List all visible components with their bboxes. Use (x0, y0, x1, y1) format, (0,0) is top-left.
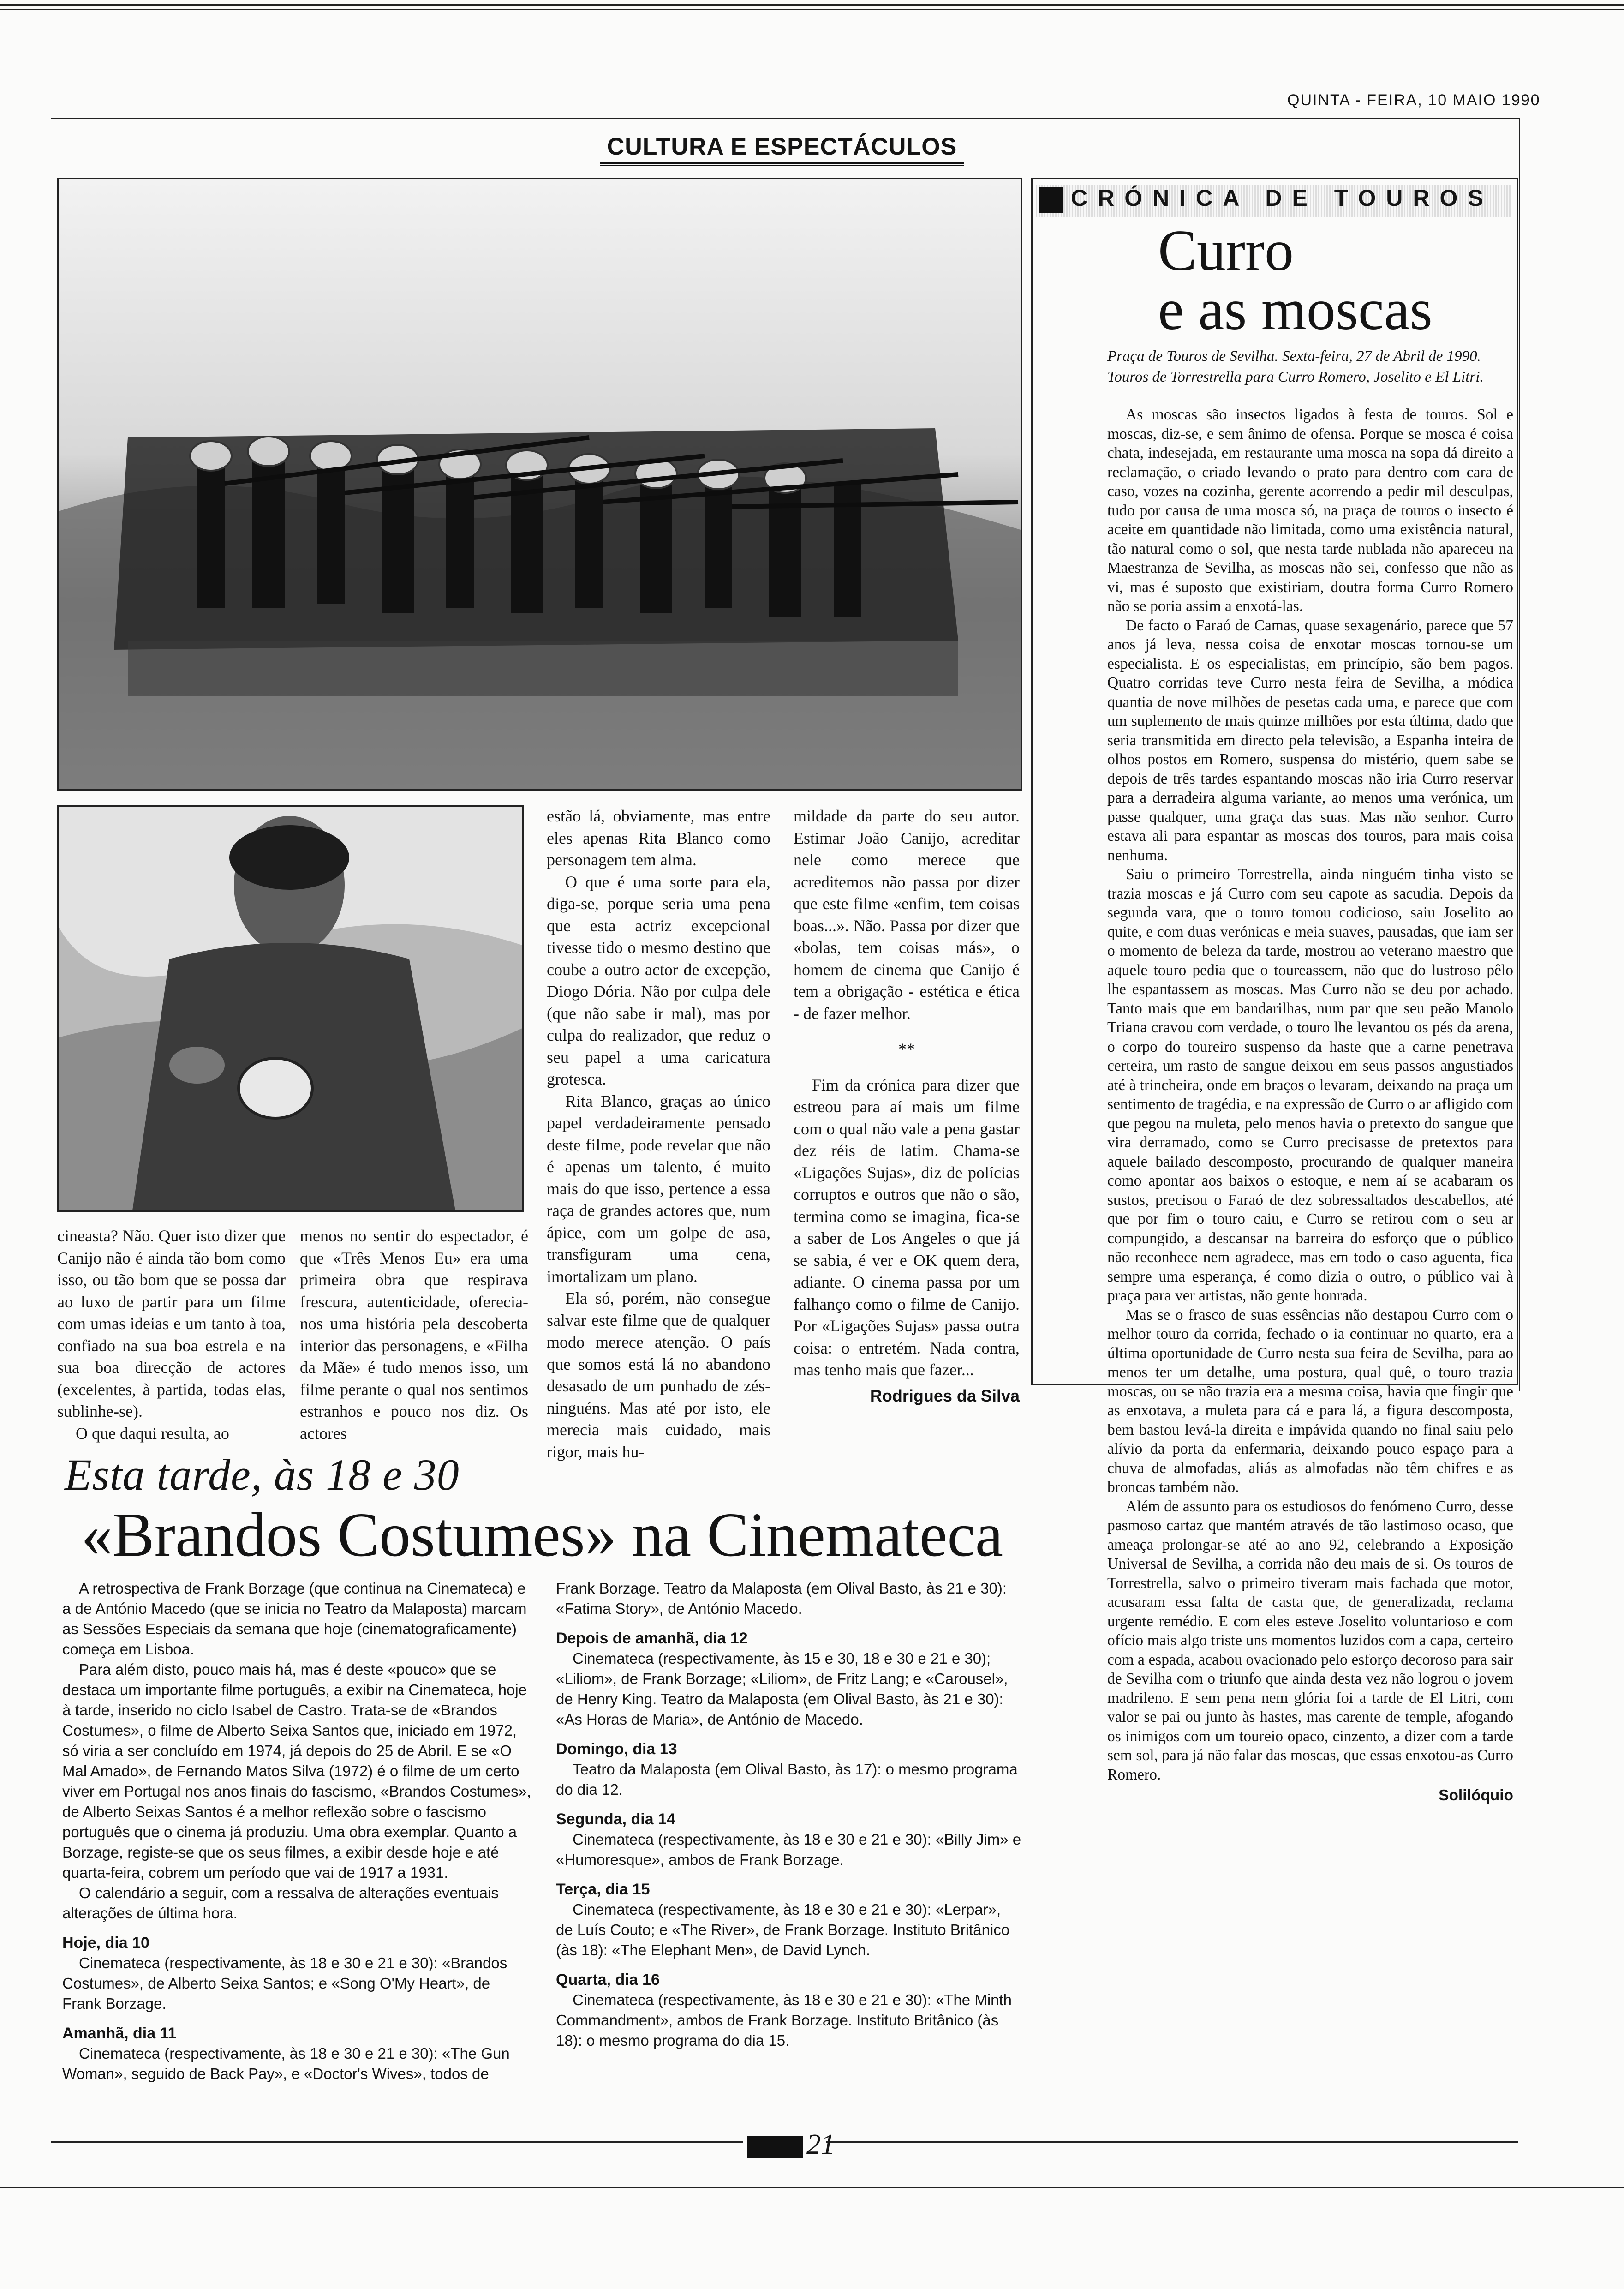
agenda-text: Cinemateca (respectivamente, às 18 e 30 e 21 e 30): «Brandos Costumes», de Alberto Seixa Santos; e «Song O'My Heart», de Frank Borzage. (62, 1954, 508, 2012)
review-paragraph: estão lá, obviamente, mas entre eles apenas Rita Blanco como personagem tem alma. (547, 807, 770, 869)
cronica-tag (1036, 185, 1511, 217)
cronica-paragraph: De facto o Faraó de Camas, quase sexagenário, parece que 57 anos já leva, nessa coisa de enxotar moscas tornou-se um especialista. E os especialistas, em princípio, são bem pagos. Quatro corridas teve Curro nesta feira de Sevilha, a módica quantia de nove milhões de pesetas cada uma, e parece que com um suplemento de mais quinze milhões por esta última, dado que seria transmitida em directo pela televisão, a Espanha inteira de olhos postos em Romero, suspensa do mistério, quem sabe se depois de três tardes espantando moscas não iria Curro reservar para a derradeira alguma variante, ao menos uma verónica, um passe qualquer, uma graça das suas. Mas não senhor. Curro estava ali para espantar as moscas dos touros, para mais coisa nenhuma. (1107, 617, 1513, 864)
dateline: QUINTA - FEIRA, 10 MAIO 1990 (1287, 91, 1540, 109)
cinemateca-intro: Para além disto, pouco mais há, mas é deste «pouco» que se destaca um importante filme português, a exibir na Cinemateca, hoje à tarde, inserido no ciclo Isabel de Castro. Trata-se de «Brandos Costumes», o filme de Alberto Seixa Santos que, iniciado em 1972, só viria a ser concluído em 1974, já depois do 25 de Abril. E se «O Mal Amado», de Fernando Matos Silva (1972) é o filme de um certo viver em Portugal nos anos finais do fascismo, «Brandos Costumes», de Alberto Seixas Santos é a melhor reflexão sobre o fascismo português que o cinema já produziu. Uma obra exemplar. Quanto a Borzage, registe-se que os seus filmes, a exibir desde hoje e até quarta-feira, cobrem um período que vai de 1917 a 1931. (62, 1661, 531, 1881)
review-paragraph: Fim da crónica para dizer que estreou para aí mais um filme com o qual não vale a pena gastar dez réis de latim. Chama-se «Ligações Sujas», diz de polícias corruptos e outros que não o são, termina como se imagina, fica-se a saber de Los Angeles o que já se sabia, é ver e OK quem dera, adiante. O cinema passa por um falhanço como o filme de Canijo. Por «Ligações Sujas» passa outra coisa: o entretém. Nada contra, mas tenho mais que fazer... (794, 1075, 1020, 1379)
cinemateca-right-column (556, 1578, 1022, 2051)
agenda-day: Domingo, dia 13 (556, 1740, 677, 1758)
cronica-paragraph: Mas se o frasco de suas essências não destapou Curro com o melhor touro da corrida, fechado o ia continuar no quarto, era a última oportunidade de Curro nesta sua feira de Sevilha, para ao menos ter um detalhe, uma postura, qual quê, o touro trazia moscas, ou se não trazia era a mesma coisa, havia que fingir que as enxotava, a muleta para cá e para lá, a figura descomposta, bem bastou levá-la direita e impávida quando no final saiu pelo alívio da porta da enfermaria, deixando pouco espaço para a chuva de almofadas, aliás as almofadas não têm chifres e as broncas também não. (1107, 1306, 1513, 1496)
agenda-text: Frank Borzage. Teatro da Malaposta (em Olival Basto, às 21 e 30): «Fatima Story», de António Macedo. (556, 1580, 1007, 1617)
page-number (747, 2128, 835, 2161)
cinemateca-kicker: Esta tarde, às 18 e 30 (65, 1450, 460, 1499)
cinemateca-intro: A retrospectiva de Frank Borzage (que continua na Cinemateca) e a de António Macedo (que se inicia no Teatro da Malaposta) marcam as Sessões Especiais da semana que hoje (cinematograficamente) começa em Lisboa. (62, 1580, 527, 1658)
cronica-tag-label: CRÓNICA DE TOUROS (1071, 185, 1493, 211)
cronica-paragraph: Saiu o primeiro Torrestrella, ainda ninguém tinha visto se trazia moscas e já Curro com seu capote as sacudia. Depois da segunda vara, que o touro tomou codicioso, saiu Joselito ao quite, e com duas verónicas e meia suaves, pausadas, que iam ser o momento de beleza da tarde, mostrou ao veterano maestro que aquele touro pedia que o toureassem, não que do lustroso pêlo lhe espantassem as moscas. Mas Curro não se deu por achado. Tanto mais que em bandarilhas, num par que seu peão Manolo Triana cravou com verdade, o touro lhe levantou os pés da arena, o corpo do toureiro suspenso da haste que a carne penetrava certeira, um rasto de sangue deixou em seus passos angustiados até à trincheira, onde em braços o levaram, deixando na praça um sentimento de tragédia, e na expressão de Curro o ar afligido com que pegou na muleta, pelo menos havia o pretexto do sangue que vira derramado, como se Curro precisasse de pretextos para aquele bailado descomposto, procurando de qualquer maneira como apontar aos baixos o estoque, e nem aí se acabaram os sustos, precisou o Faraó de dez sobressaltados descabellos, até que por fim o touro caiu, e Curro se retirou com o seu ar compungido, a descansar na barreira do esforço que o público não reconhece nem agradece, mas em todo o caso aguenta, fica sempre uma esperança, é como dizia o outro, o público vai à praça para ver artistas, não gente honrada. (1107, 866, 1513, 1304)
cronica-lede: Praça de Touros de Sevilha. Sexta-feira, 27 de Abril de 1990. Touros de Torrestrella para Curro Romero, Joselito e El Litri. (1107, 348, 1484, 385)
agenda-day: Quarta, dia 16 (556, 1971, 660, 1989)
agenda-text: Cinemateca (respectivamente, às 18 e 30 e 21 e 30): «The Gun Woman», seguido de Back Pay», e «Doctor's Wives», todos de (62, 2045, 510, 2082)
agenda-day: Terça, dia 15 (556, 1881, 650, 1898)
tag-block-icon (1039, 187, 1063, 213)
review-column-1 (57, 1225, 286, 1444)
review-paragraph: mildade da parte do seu autor. Estimar João Canijo, acreditar nele como merece que acreditemos não passa por dizer que este filme «enfim, tem coisas boas...». Não. Passa por dizer que «bolas, tem coisas más», o homem de cinema que Canijo é tem a obrigação - estética e ética - de fazer melhor. (794, 807, 1020, 1023)
review-paragraph: O que daqui resulta, ao (76, 1424, 229, 1443)
review-column-2 (300, 1225, 528, 1444)
review-paragraph: Rita Blanco, graças ao único papel verdadeiramente pensado deste filme, pode revelar que não é apenas um talento, é muito mais do que isso, pertence a essa raça de grandes actores que, num ápice, com um golpe de asa, transfiguram uma cena, imortalizam um plano. (547, 1091, 770, 1286)
cronica-headline (1158, 219, 1433, 342)
cronica-headline-line1: Curro (1158, 219, 1294, 283)
review-signature: Rodrigues da Silva (870, 1386, 1020, 1405)
section-title: CULTURA E ESPECTÁCULOS (600, 133, 964, 166)
review-paragraph: O que é uma sorte para ela, diga-se, porque seria uma pena que esta actriz excepcional tivesse tido o mesmo destino que coube a outro actor de excepção, Diogo Dória. Não por culpa dele (que não sabe ir mal), mas por culpa do realizador, que reduz o seu papel a uma caricatura grotesca. (547, 872, 770, 1088)
page-number-label: 21 (806, 2129, 835, 2160)
separator-stars: ** (898, 1040, 915, 1058)
cronica-signature: Solilóquio (1439, 1787, 1513, 1804)
agenda-day: Depois de amanhã, dia 12 (556, 1630, 748, 1647)
cronica-paragraph: As moscas são insectos ligados à festa de touros. Sol e moscas, diz-se, e sem ânimo de ofensa. Porque se mosca é coisa chata, indesejada, em restaurante uma mosca na sopa dá direito a reclamação, o criado levando o prato para dentro com cara de caso, vozes na cozinha, gerente acorrendo a pedir mil desculpas, tudo por causa de uma mosca só, na praça de touros o insecto é aceite em quantidade não limitada, como uma existência natural, tão natural como o sol, que nesta tarde nublada não apareceu na Maestranza de Sevilha, as moscas não sei, confesso que não as vi, mas é suposto que existiriam, doutra forma Curro Romero não se poria assim a enxotá-las. (1107, 406, 1513, 615)
agenda-day: Amanhã, dia 11 (62, 2025, 177, 2042)
cinemateca-intro: O calendário a seguir, com a ressalva de alterações eventuais alterações de última hora. (62, 1884, 499, 1922)
agenda-text: Teatro da Malaposta (em Olival Basto, às 17): o mesmo programa do dia 12. (556, 1761, 1018, 1798)
review-column-3 (547, 805, 770, 1463)
cinemateca-left-column (62, 1578, 533, 2084)
cronica-paragraph: Além de assunto para os estudiosos do fenómeno Curro, desse pasmoso cartaz que mantém através de tão lastimoso ocaso, que ameaça prolongar-se até ao ano 92, celebrando a Exposição Universal de Sevilha, a corrida não deu mais de si. Os touros de Torrestrella, salvo o primeiro tiveram mais fachada que motor, acusaram essa falta de casta que, de generalizada, reclama urgente remédio. E com eles esteve Joselito voluntarioso e com ofício mais algo triste uns momentos luzidos com a capa, certeiro com a espada, acabou ovacionado pelo esforço decoroso para sair de Sevilha com o triunfo que ainda desta vez não logrou o jovem madrileno. E sem pena nem glória foi a tarde de El Litri, com valor se pai ou junto às hastes, mas carente de temple, afogando os inimigos com um toureio opaco, cinzento, a dizer com a tarde sem sol, para já não falar das moscas, que essas enxotou-as Curro Romero. (1107, 1498, 1513, 1783)
agenda-text: Cinemateca (respectivamente, às 18 e 30 e 21 e 30): «The Minth Commandment», ambos de Frank Borzage. Instituto Britânico (às 18): o mesmo programa do dia 15. (556, 1991, 1012, 2049)
agenda-day: Segunda, dia 14 (556, 1810, 675, 1828)
actor-portrait-photo (57, 805, 524, 1212)
cronica-headline-line2: e as moscas (1158, 278, 1433, 342)
footer-logo-icon (747, 2136, 803, 2158)
agenda-text: Cinemateca (respectivamente, às 15 e 30, 18 e 30 e 21 e 30); «Liliom», de Frank Borzage; «Liliom», de Fritz Lang; e «Carousel», de Henry King. Teatro da Malaposta (em Olival Basto, às 21 e 30): «As Horas de Maria», de António de Macedo. (556, 1650, 1008, 1728)
cronica-body (1107, 405, 1513, 1805)
review-paragraph: Ela só, porém, não consegue salvar este filme que de qualquer modo merece atenção. O país que somos está lá no abandono desasado de um punhado de zés-ninguéns. Mas até por isto, ele merecia mais cuidado, mais rigor, mais hu- (547, 1289, 770, 1461)
review-paragraph: menos no sentir do espectador, é que «Três Menos Eu» era uma primeira obra que respirava frescura, autenticidade, oferecia-nos uma história pela descoberta interior das personagens, e «Filha da Mãe» é tudo menos isso, um filme perante o qual nos sentimos estranhos e pouco nos diz. Os actores (300, 1227, 528, 1443)
review-paragraph: cineasta? Não. Quer isto dizer que Canijo não é ainda tão bom como isso, ou tão bom que se possa dar ao luxo de partir para um filme com umas ideias e um tanto à toa, confiado na sua boa estrela e na sua boa direcção de actores (excelentes, à partida, todas elas, sublinhe-se). (57, 1227, 286, 1420)
battle-photo (57, 178, 1022, 791)
review-column-4 (794, 805, 1020, 1407)
cinemateca-headline: «Brandos Costumes» na Cinemateca (81, 1500, 1003, 1570)
agenda-text: Cinemateca (respectivamente, às 18 e 30 e 21 e 30): «Billy Jim» e «Humoresque», ambos de Frank Borzage. (556, 1831, 1021, 1868)
agenda-day: Hoje, dia 10 (62, 1934, 149, 1952)
agenda-text: Cinemateca (respectivamente, às 18 e 30 e 21 e 30): «Lerpar», de Luís Couto; e «The River», de Frank Borzage. Instituto Britânico (às 18): «The Elephant Men», de David Lynch. (556, 1901, 1010, 1959)
